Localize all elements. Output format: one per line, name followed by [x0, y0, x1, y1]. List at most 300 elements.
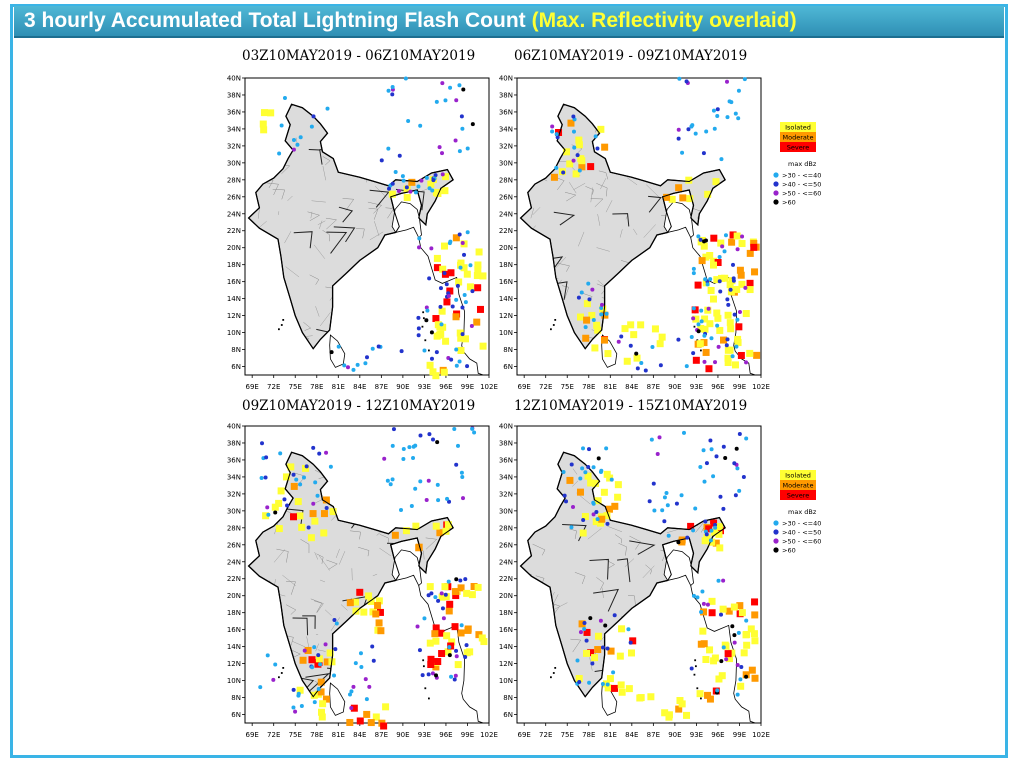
- lightning-flash: [581, 518, 585, 522]
- lightning-flash: [265, 505, 269, 509]
- reflectivity-cell: [577, 314, 584, 321]
- lightning-flash: [359, 651, 363, 655]
- reflectivity-cell: [716, 523, 723, 530]
- legend-dbz-label: >60: [782, 546, 796, 555]
- lightning-flash: [595, 147, 599, 151]
- lightning-flash: [370, 644, 374, 648]
- lightning-flash: [715, 688, 719, 692]
- reflectivity-cell: [751, 268, 758, 275]
- lat-tick-label: 16N: [226, 626, 241, 635]
- reflectivity-cell: [705, 365, 712, 372]
- reflectivity-cell: [310, 510, 317, 517]
- reflectivity-cell: [452, 588, 459, 595]
- legend-dbz-dot: [773, 529, 778, 534]
- reflectivity-cell: [374, 602, 381, 609]
- lon-tick-label: 72E: [267, 383, 281, 391]
- lightning-flash: [313, 700, 317, 704]
- lightning-flash: [660, 508, 664, 512]
- lightning-flash: [603, 624, 607, 628]
- lightning-flash: [292, 688, 296, 692]
- reflectivity-cell: [300, 657, 307, 664]
- island: [428, 698, 430, 700]
- legend-dbz-label: >30 - <=40: [782, 519, 822, 528]
- reflectivity-cell: [697, 340, 704, 347]
- reflectivity-cell: [618, 625, 625, 632]
- lon-tick-label: 78E: [582, 731, 596, 739]
- lon-tick-label: 99E: [732, 731, 747, 739]
- lon-tick-label: 72E: [539, 383, 553, 391]
- reflectivity-cell: [427, 640, 434, 647]
- reflectivity-cell: [404, 194, 411, 201]
- lightning-flash: [465, 643, 469, 647]
- lightning-flash: [617, 340, 621, 344]
- legend-dbz-title: max dBz: [788, 160, 817, 168]
- lightning-flash: [291, 706, 295, 710]
- reflectivity-cell: [709, 609, 716, 616]
- lightning-flash: [461, 332, 465, 336]
- lightning-flash: [732, 279, 736, 283]
- lightning-flash: [586, 465, 590, 469]
- lat-tick-label: 22N: [498, 575, 513, 584]
- lightning-flash: [592, 465, 596, 469]
- lightning-flash: [606, 522, 610, 526]
- lightning-flash: [599, 470, 603, 474]
- lightning-flash: [656, 452, 660, 456]
- reflectivity-cell: [737, 267, 744, 274]
- lightning-flash: [576, 153, 580, 157]
- lightning-flash: [266, 653, 270, 657]
- lightning-flash: [421, 673, 425, 677]
- lat-tick-label: 26N: [498, 193, 513, 202]
- reflectivity-cell: [587, 163, 594, 170]
- lat-tick-label: 8N: [231, 346, 241, 355]
- lightning-flash: [461, 87, 465, 91]
- lightning-flash: [380, 158, 384, 162]
- reflectivity-cell: [479, 272, 486, 279]
- lightning-flash: [430, 357, 434, 361]
- island: [422, 326, 424, 328]
- lon-tick-label: 87E: [646, 383, 661, 391]
- lightning-flash: [461, 241, 465, 245]
- reflectivity-cell: [679, 194, 686, 201]
- reflectivity-cell: [706, 646, 713, 653]
- lightning-flash: [416, 316, 420, 320]
- lat-tick-label: 38N: [226, 91, 241, 100]
- lightning-flash: [386, 479, 390, 483]
- lightning-flash: [454, 649, 458, 653]
- reflectivity-cell: [296, 512, 303, 519]
- lightning-flash: [578, 168, 582, 172]
- lat-tick-label: 24N: [226, 558, 241, 567]
- lightning-flash: [680, 493, 684, 497]
- lat-tick-label: 18N: [498, 261, 513, 270]
- lightning-flash: [387, 187, 391, 191]
- lightning-flash: [586, 282, 590, 286]
- lat-tick-label: 26N: [498, 541, 513, 550]
- reflectivity-cell: [618, 681, 625, 688]
- island: [694, 674, 696, 676]
- lightning-flash: [584, 325, 588, 329]
- lightning-flash: [738, 432, 742, 436]
- lightning-flash: [431, 178, 435, 182]
- reflectivity-cell: [446, 607, 453, 614]
- lat-tick-label: 10N: [498, 677, 513, 686]
- lightning-flash: [663, 495, 667, 499]
- lightning-flash: [693, 506, 697, 510]
- lightning-flash: [294, 478, 298, 482]
- lon-tick-label: 72E: [539, 731, 553, 739]
- reflectivity-cell: [442, 338, 449, 345]
- lightning-flash: [391, 85, 395, 89]
- reflectivity-cell: [453, 313, 460, 320]
- lightning-flash: [454, 463, 458, 467]
- reflectivity-cell: [725, 347, 732, 354]
- lightning-flash: [470, 427, 474, 431]
- lightning-flash: [583, 470, 587, 474]
- lon-tick-label: 69E: [517, 731, 531, 739]
- legend-dbz-title: max dBz: [788, 508, 817, 516]
- lightning-flash: [300, 704, 304, 708]
- lightning-flash: [734, 345, 738, 349]
- island: [695, 665, 697, 667]
- lightning-flash: [458, 149, 462, 153]
- reflectivity-cell: [318, 709, 325, 716]
- legend-dbz-dot: [773, 172, 778, 177]
- lightning-flash: [571, 115, 575, 119]
- lon-tick-label: 84E: [353, 731, 367, 739]
- lightning-flash: [471, 122, 475, 126]
- lightning-flash: [417, 245, 421, 249]
- reflectivity-cell: [438, 650, 445, 657]
- reflectivity-cell: [290, 513, 297, 520]
- lightning-flash: [427, 593, 431, 597]
- reflectivity-cell: [752, 675, 759, 682]
- reflectivity-cell: [475, 584, 482, 591]
- lightning-flash: [464, 300, 468, 304]
- lightning-flash: [303, 649, 307, 653]
- reflectivity-cell: [311, 518, 318, 525]
- reflectivity-cell: [278, 487, 285, 494]
- reflectivity-cell: [441, 187, 448, 194]
- lightning-flash: [273, 662, 277, 666]
- reflectivity-cell: [703, 349, 710, 356]
- lightning-flash: [718, 279, 722, 283]
- lightning-flash: [729, 100, 733, 104]
- lightning-flash: [710, 447, 714, 451]
- lightning-flash: [456, 284, 460, 288]
- lightning-flash: [386, 147, 390, 151]
- lightning-flash: [448, 86, 452, 90]
- lightning-flash: [394, 170, 398, 174]
- lightning-flash: [686, 127, 690, 131]
- lightning-flash: [585, 639, 589, 643]
- lightning-flash: [695, 595, 699, 599]
- lat-tick-label: 28N: [226, 524, 241, 533]
- lightning-flash: [736, 693, 740, 697]
- lightning-flash: [311, 446, 315, 450]
- lightning-flash: [732, 633, 736, 637]
- lat-tick-label: 26N: [226, 193, 241, 202]
- reflectivity-cell: [701, 326, 708, 333]
- reflectivity-cell: [434, 255, 441, 262]
- lat-tick-label: 38N: [498, 91, 513, 100]
- lat-tick-label: 30N: [226, 507, 241, 516]
- island: [281, 672, 283, 674]
- lightning-flash: [413, 487, 417, 491]
- lat-tick-label: 34N: [498, 125, 513, 134]
- lightning-flash: [277, 152, 281, 156]
- reflectivity-cell: [408, 179, 415, 186]
- reflectivity-cell: [427, 583, 434, 590]
- lon-tick-label: 96E: [711, 383, 725, 391]
- lightning-flash: [460, 475, 464, 479]
- legend-dbz-label: >60: [782, 198, 796, 207]
- lightning-flash: [610, 478, 614, 482]
- lightning-flash: [604, 446, 608, 450]
- reflectivity-cell: [363, 711, 370, 718]
- lightning-flash: [732, 461, 736, 465]
- lat-tick-label: 6N: [503, 711, 513, 720]
- reflectivity-cell: [276, 525, 283, 532]
- lon-tick-label: 99E: [460, 383, 475, 391]
- lightning-flash: [398, 154, 402, 158]
- lightning-flash: [592, 318, 596, 322]
- lat-tick-label: 18N: [226, 261, 241, 270]
- reflectivity-cell: [441, 583, 448, 590]
- reflectivity-cell: [706, 252, 713, 259]
- reflectivity-cell: [704, 692, 711, 699]
- lightning-flash: [569, 525, 573, 529]
- lightning-flash: [406, 119, 410, 123]
- lat-tick-label: 12N: [498, 312, 513, 321]
- legend-category-label: Isolated: [785, 123, 811, 132]
- lightning-flash: [382, 457, 386, 461]
- lightning-flash: [436, 483, 440, 487]
- lightning-flash: [460, 127, 464, 131]
- reflectivity-cell: [601, 337, 608, 344]
- lat-tick-label: 22N: [226, 575, 241, 584]
- legend-dbz-dot: [773, 199, 778, 204]
- lightning-flash: [441, 606, 445, 610]
- lightning-flash: [731, 354, 735, 358]
- reflectivity-cell: [751, 611, 758, 618]
- lightning-flash: [364, 677, 368, 681]
- lightning-flash: [455, 364, 459, 368]
- lightning-flash: [417, 236, 421, 240]
- lightning-flash: [282, 497, 286, 501]
- lightning-flash: [685, 536, 689, 540]
- lightning-flash: [435, 350, 439, 354]
- lat-tick-label: 34N: [226, 125, 241, 134]
- lon-tick-label: 69E: [517, 383, 531, 391]
- lightning-flash: [702, 239, 706, 243]
- lightning-flash: [283, 96, 287, 100]
- reflectivity-cell: [630, 331, 637, 338]
- island: [694, 659, 696, 661]
- lightning-flash: [278, 451, 282, 455]
- lightning-flash: [427, 432, 431, 436]
- lightning-flash: [703, 277, 707, 281]
- lightning-flash: [606, 647, 610, 651]
- reflectivity-cell: [739, 609, 746, 616]
- reflectivity-cell: [702, 656, 709, 663]
- lightning-flash: [665, 491, 669, 495]
- lightning-flash: [685, 364, 689, 368]
- lightning-flash: [644, 369, 648, 373]
- lat-tick-label: 18N: [498, 609, 513, 618]
- lightning-flash: [264, 455, 268, 459]
- reflectivity-cell: [261, 109, 268, 116]
- lightning-flash: [613, 613, 617, 617]
- island: [550, 328, 552, 330]
- lightning-flash: [716, 107, 720, 111]
- lon-tick-label: 75E: [288, 383, 302, 391]
- lightning-flash: [594, 510, 598, 514]
- reflectivity-cell: [619, 689, 626, 696]
- lightning-flash: [726, 303, 730, 307]
- lightning-flash: [299, 135, 303, 139]
- lightning-flash: [401, 457, 405, 461]
- lightning-flash: [387, 89, 391, 93]
- lightning-flash: [260, 476, 264, 480]
- lightning-flash: [736, 116, 740, 120]
- lightning-flash: [724, 233, 728, 237]
- lightning-flash: [460, 471, 464, 475]
- lon-tick-label: 93E: [417, 731, 432, 739]
- reflectivity-cell: [611, 685, 618, 692]
- lightning-flash: [397, 189, 401, 193]
- lightning-flash: [324, 451, 328, 455]
- lon-tick-label: 84E: [625, 731, 639, 739]
- lightning-flash: [713, 360, 717, 364]
- reflectivity-cell: [473, 319, 480, 326]
- lightning-flash: [377, 344, 381, 348]
- lightning-flash: [605, 312, 609, 316]
- reflectivity-cell: [433, 523, 440, 530]
- reflectivity-cell: [479, 634, 486, 641]
- lon-tick-label: 102E: [752, 383, 770, 391]
- reflectivity-cell: [480, 343, 487, 350]
- lightning-flash: [367, 685, 371, 689]
- lon-tick-label: 90E: [396, 383, 410, 391]
- lightning-map-panel-2: [490, 70, 770, 400]
- lightning-flash: [389, 482, 393, 486]
- lon-tick-label: 99E: [732, 383, 747, 391]
- lightning-flash: [430, 189, 434, 193]
- island: [700, 698, 702, 700]
- lightning-flash: [725, 297, 729, 301]
- lightning-flash: [365, 697, 369, 701]
- lat-tick-label: 10N: [226, 677, 241, 686]
- lon-tick-label: 75E: [288, 731, 302, 739]
- reflectivity-cell: [659, 334, 666, 341]
- island: [700, 350, 702, 352]
- lightning-flash: [691, 528, 695, 532]
- reflectivity-cell: [575, 137, 582, 144]
- lightning-flash: [740, 235, 744, 239]
- reflectivity-cell: [728, 239, 735, 246]
- lightning-flash: [404, 76, 408, 80]
- lightning-flash: [365, 355, 369, 359]
- lightning-flash: [591, 501, 595, 505]
- lightning-flash: [697, 329, 701, 333]
- lightning-flash: [417, 326, 421, 330]
- lightning-flash: [658, 435, 662, 439]
- lightning-flash: [298, 482, 302, 486]
- lightning-flash: [447, 645, 451, 649]
- lat-tick-label: 22N: [226, 227, 241, 236]
- lightning-flash: [744, 437, 748, 441]
- reflectivity-cell: [739, 240, 746, 247]
- lightning-flash: [735, 447, 739, 451]
- lightning-flash: [472, 430, 476, 434]
- lightning-flash: [692, 271, 696, 275]
- reflectivity-cell: [721, 275, 728, 282]
- reflectivity-cell: [657, 340, 664, 347]
- lightning-flash: [733, 641, 737, 645]
- lon-tick-label: 81E: [603, 383, 617, 391]
- reflectivity-cell: [732, 361, 739, 368]
- reflectivity-cell: [469, 591, 476, 598]
- lat-tick-label: 40N: [498, 74, 513, 83]
- reflectivity-cell: [634, 355, 641, 362]
- lightning-flash: [436, 599, 440, 603]
- lightning-flash: [572, 130, 576, 134]
- reflectivity-cell: [604, 350, 611, 357]
- lightning-flash: [722, 645, 726, 649]
- reflectivity-cell: [432, 372, 439, 379]
- lightning-flash: [705, 461, 709, 465]
- lat-tick-label: 28N: [226, 176, 241, 185]
- lat-tick-label: 30N: [226, 159, 241, 168]
- lat-tick-label: 14N: [226, 643, 241, 652]
- lightning-flash: [703, 480, 707, 484]
- reflectivity-cell: [715, 676, 722, 683]
- lat-tick-label: 6N: [503, 363, 513, 372]
- lightning-flash: [351, 685, 355, 689]
- lat-tick-label: 6N: [231, 711, 241, 720]
- lightning-flash: [439, 322, 443, 326]
- lightning-flash: [416, 185, 420, 189]
- lightning-flash: [422, 348, 426, 352]
- reflectivity-cell: [746, 350, 753, 357]
- lightning-flash: [462, 253, 466, 257]
- lightning-flash: [718, 255, 722, 259]
- lightning-flash: [444, 593, 448, 597]
- lightning-flash: [311, 502, 315, 506]
- lightning-flash: [713, 127, 717, 131]
- reflectivity-cell: [446, 601, 453, 608]
- lightning-flash: [685, 79, 689, 83]
- lightning-flash: [699, 610, 703, 614]
- lightning-flash: [417, 333, 421, 337]
- reflectivity-cell: [699, 628, 706, 635]
- lightning-flash: [702, 334, 706, 338]
- lightning-flash: [405, 185, 409, 189]
- lightning-flash: [410, 504, 414, 508]
- lat-tick-label: 16N: [498, 626, 513, 635]
- lightning-flash: [330, 350, 334, 354]
- lat-tick-label: 6N: [231, 363, 241, 372]
- lightning-flash: [391, 444, 395, 448]
- reflectivity-cell: [464, 271, 471, 278]
- reflectivity-cell: [455, 661, 462, 668]
- reflectivity-cell: [427, 362, 434, 369]
- reflectivity-cell: [743, 642, 750, 649]
- lightning-flash: [332, 674, 336, 678]
- island: [278, 676, 280, 678]
- reflectivity-cell: [357, 717, 364, 724]
